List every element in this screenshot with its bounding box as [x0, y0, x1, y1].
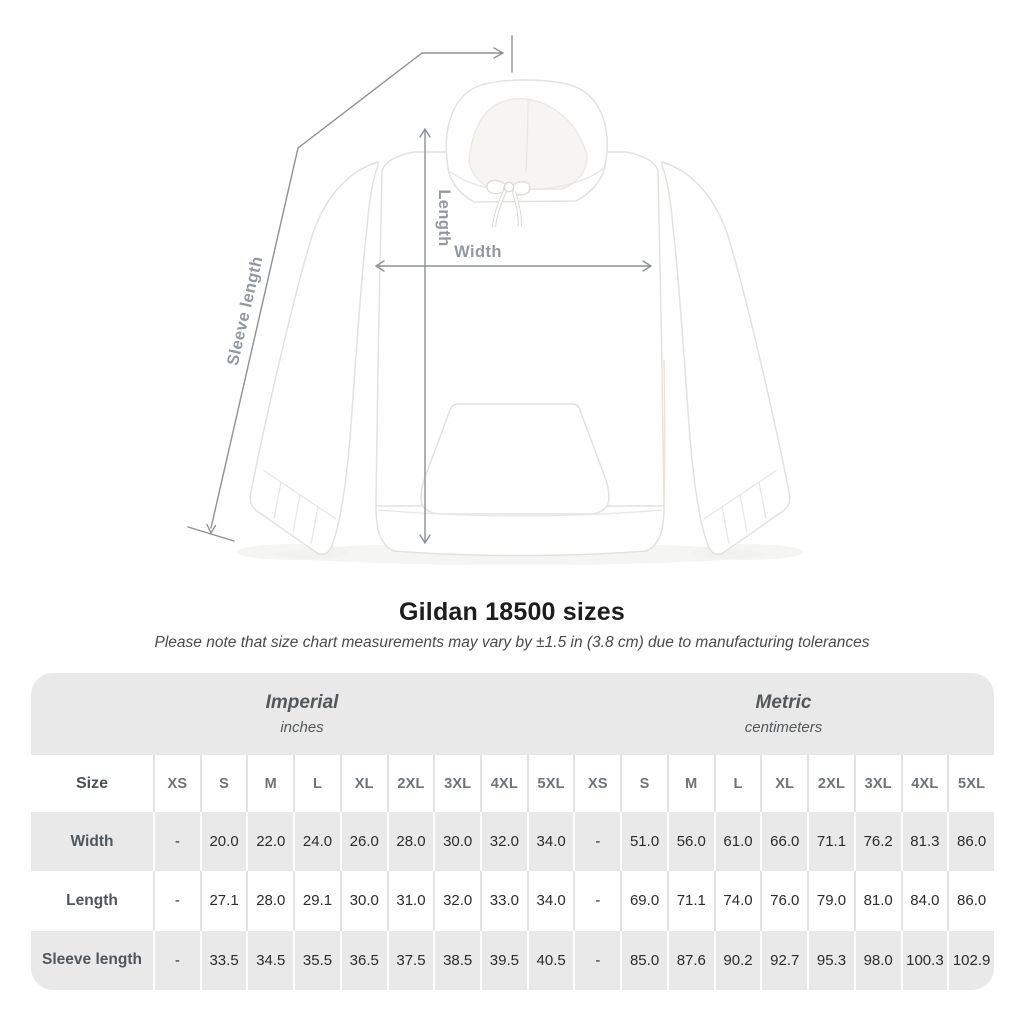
- size-header-cell-metric-m: M: [667, 755, 714, 812]
- hoodie-garment: [250, 80, 790, 556]
- table-row-width: [31, 812, 994, 871]
- value-cell: 33.0: [480, 871, 527, 930]
- value-cell: 86.0: [947, 871, 994, 930]
- size-table: [31, 673, 994, 990]
- unit-group-metric: [573, 673, 994, 755]
- body-edge-shade: [664, 360, 665, 503]
- value-cell: 81.0: [854, 871, 901, 930]
- value-cell: -: [573, 931, 620, 990]
- value-cell: 37.5: [387, 931, 434, 990]
- size-header-cell-metric-5xl: 5XL: [947, 755, 994, 812]
- value-cell: 28.0: [387, 812, 434, 871]
- size-header-cell-imperial-4xl: 4XL: [480, 755, 527, 812]
- value-cell: 87.6: [667, 931, 714, 990]
- value-cell: 26.0: [340, 812, 387, 871]
- unit-band: [31, 673, 994, 755]
- value-cell: 34.5: [246, 931, 293, 990]
- size-header-cell-imperial-xs: XS: [153, 755, 200, 812]
- value-cell: -: [153, 812, 200, 871]
- hoodie-right-sleeve: [662, 162, 790, 554]
- size-header-cell-imperial-s: S: [200, 755, 247, 812]
- size-header-cell-imperial-2xl: 2XL: [387, 755, 434, 812]
- value-cell: 90.2: [714, 931, 761, 990]
- value-cell: 33.5: [200, 931, 247, 990]
- row-label: Sleeve length: [42, 951, 142, 969]
- value-cell: 92.7: [760, 931, 807, 990]
- value-cell: 40.5: [527, 931, 574, 990]
- value-cell: -: [573, 812, 620, 871]
- value-cell: 20.0: [200, 812, 247, 871]
- unit-group-imperial: [31, 673, 573, 755]
- value-cell: 29.1: [293, 871, 340, 930]
- metric-unit: centimeters: [744, 719, 823, 736]
- value-cell: 100.3: [901, 931, 948, 990]
- size-header-cell-metric-xs: XS: [573, 755, 620, 812]
- value-cell: 27.1: [200, 871, 247, 930]
- value-cell: 102.9: [947, 931, 994, 990]
- row-label: Length: [66, 891, 118, 909]
- value-cell: -: [573, 871, 620, 930]
- value-cell: 71.1: [807, 812, 854, 871]
- value-cell: 31.0: [387, 871, 434, 930]
- value-cell: 51.0: [620, 812, 667, 871]
- value-cell: 34.0: [527, 871, 574, 930]
- value-cell: 86.0: [947, 812, 994, 871]
- value-cell: 34.0: [527, 812, 574, 871]
- value-cell: 95.3: [807, 931, 854, 990]
- drawstring-loop-left: [487, 180, 505, 193]
- value-cell: 30.0: [340, 871, 387, 930]
- imperial-unit: inches: [280, 719, 324, 736]
- value-cell: 30.0: [433, 812, 480, 871]
- size-header-cell-metric-3xl: 3XL: [854, 755, 901, 812]
- hoodie-left-sleeve: [250, 162, 378, 554]
- value-cell: 66.0: [760, 812, 807, 871]
- value-cell: 24.0: [293, 812, 340, 871]
- value-cell: 36.5: [340, 931, 387, 990]
- value-cell: 79.0: [807, 871, 854, 930]
- value-cell: -: [153, 931, 200, 990]
- size-header-cell-metric-2xl: 2XL: [807, 755, 854, 812]
- value-cell: -: [153, 871, 200, 930]
- drawstring-knot: [504, 182, 513, 191]
- value-cell: 35.5: [293, 931, 340, 990]
- size-header-cell-imperial-xl: XL: [340, 755, 387, 812]
- row-label: Width: [70, 832, 114, 850]
- length-label: Length: [435, 189, 453, 247]
- metric-label: Metric: [755, 692, 812, 713]
- value-cell: 84.0: [901, 871, 948, 930]
- value-cell: 74.0: [714, 871, 761, 930]
- value-cell: 32.0: [433, 871, 480, 930]
- size-header-cell-metric-l: L: [714, 755, 761, 812]
- value-cell: 22.0: [246, 812, 293, 871]
- size-header-cell-metric-4xl: 4XL: [901, 755, 948, 812]
- size-header-cell-imperial-5xl: 5XL: [527, 755, 574, 812]
- size-header-row: [31, 755, 994, 812]
- size-header-cell-imperial-l: L: [293, 755, 340, 812]
- value-cell: 32.0: [480, 812, 527, 871]
- sleeve-bottom-tick: [188, 527, 234, 541]
- size-header-cell-metric-s: S: [620, 755, 667, 812]
- hoodie-pocket: [421, 404, 609, 514]
- size-header-cell-imperial-3xl: 3XL: [433, 755, 480, 812]
- value-cell: 61.0: [714, 812, 761, 871]
- page-title: Gildan 18500 sizes: [399, 598, 625, 626]
- value-cell: 76.0: [760, 871, 807, 930]
- value-cell: 76.2: [854, 812, 901, 871]
- sleeve-length-label: Sleeve length: [223, 254, 267, 368]
- value-cell: 85.0: [620, 931, 667, 990]
- value-cell: 38.5: [433, 931, 480, 990]
- size-header-cell-imperial-m: M: [246, 755, 293, 812]
- size-corner-cell: Size: [75, 774, 108, 792]
- table-rows: [31, 755, 994, 990]
- table-row-length: [31, 871, 994, 930]
- value-cell: 98.0: [854, 931, 901, 990]
- imperial-label: Imperial: [265, 692, 339, 713]
- width-label: Width: [454, 243, 502, 261]
- value-cell: 69.0: [620, 871, 667, 930]
- value-cell: 39.5: [480, 931, 527, 990]
- value-cell: 71.1: [667, 871, 714, 930]
- size-header-cell-metric-xl: XL: [760, 755, 807, 812]
- value-cell: 28.0: [246, 871, 293, 930]
- value-cell: 56.0: [667, 812, 714, 871]
- value-cell: 81.3: [901, 812, 948, 871]
- table-row-sleeve-length: [31, 931, 994, 990]
- tolerance-note: Please note that size chart measurements may vary by ±1.5 in (3.8 cm) due to manufacturing tolerances: [154, 634, 870, 651]
